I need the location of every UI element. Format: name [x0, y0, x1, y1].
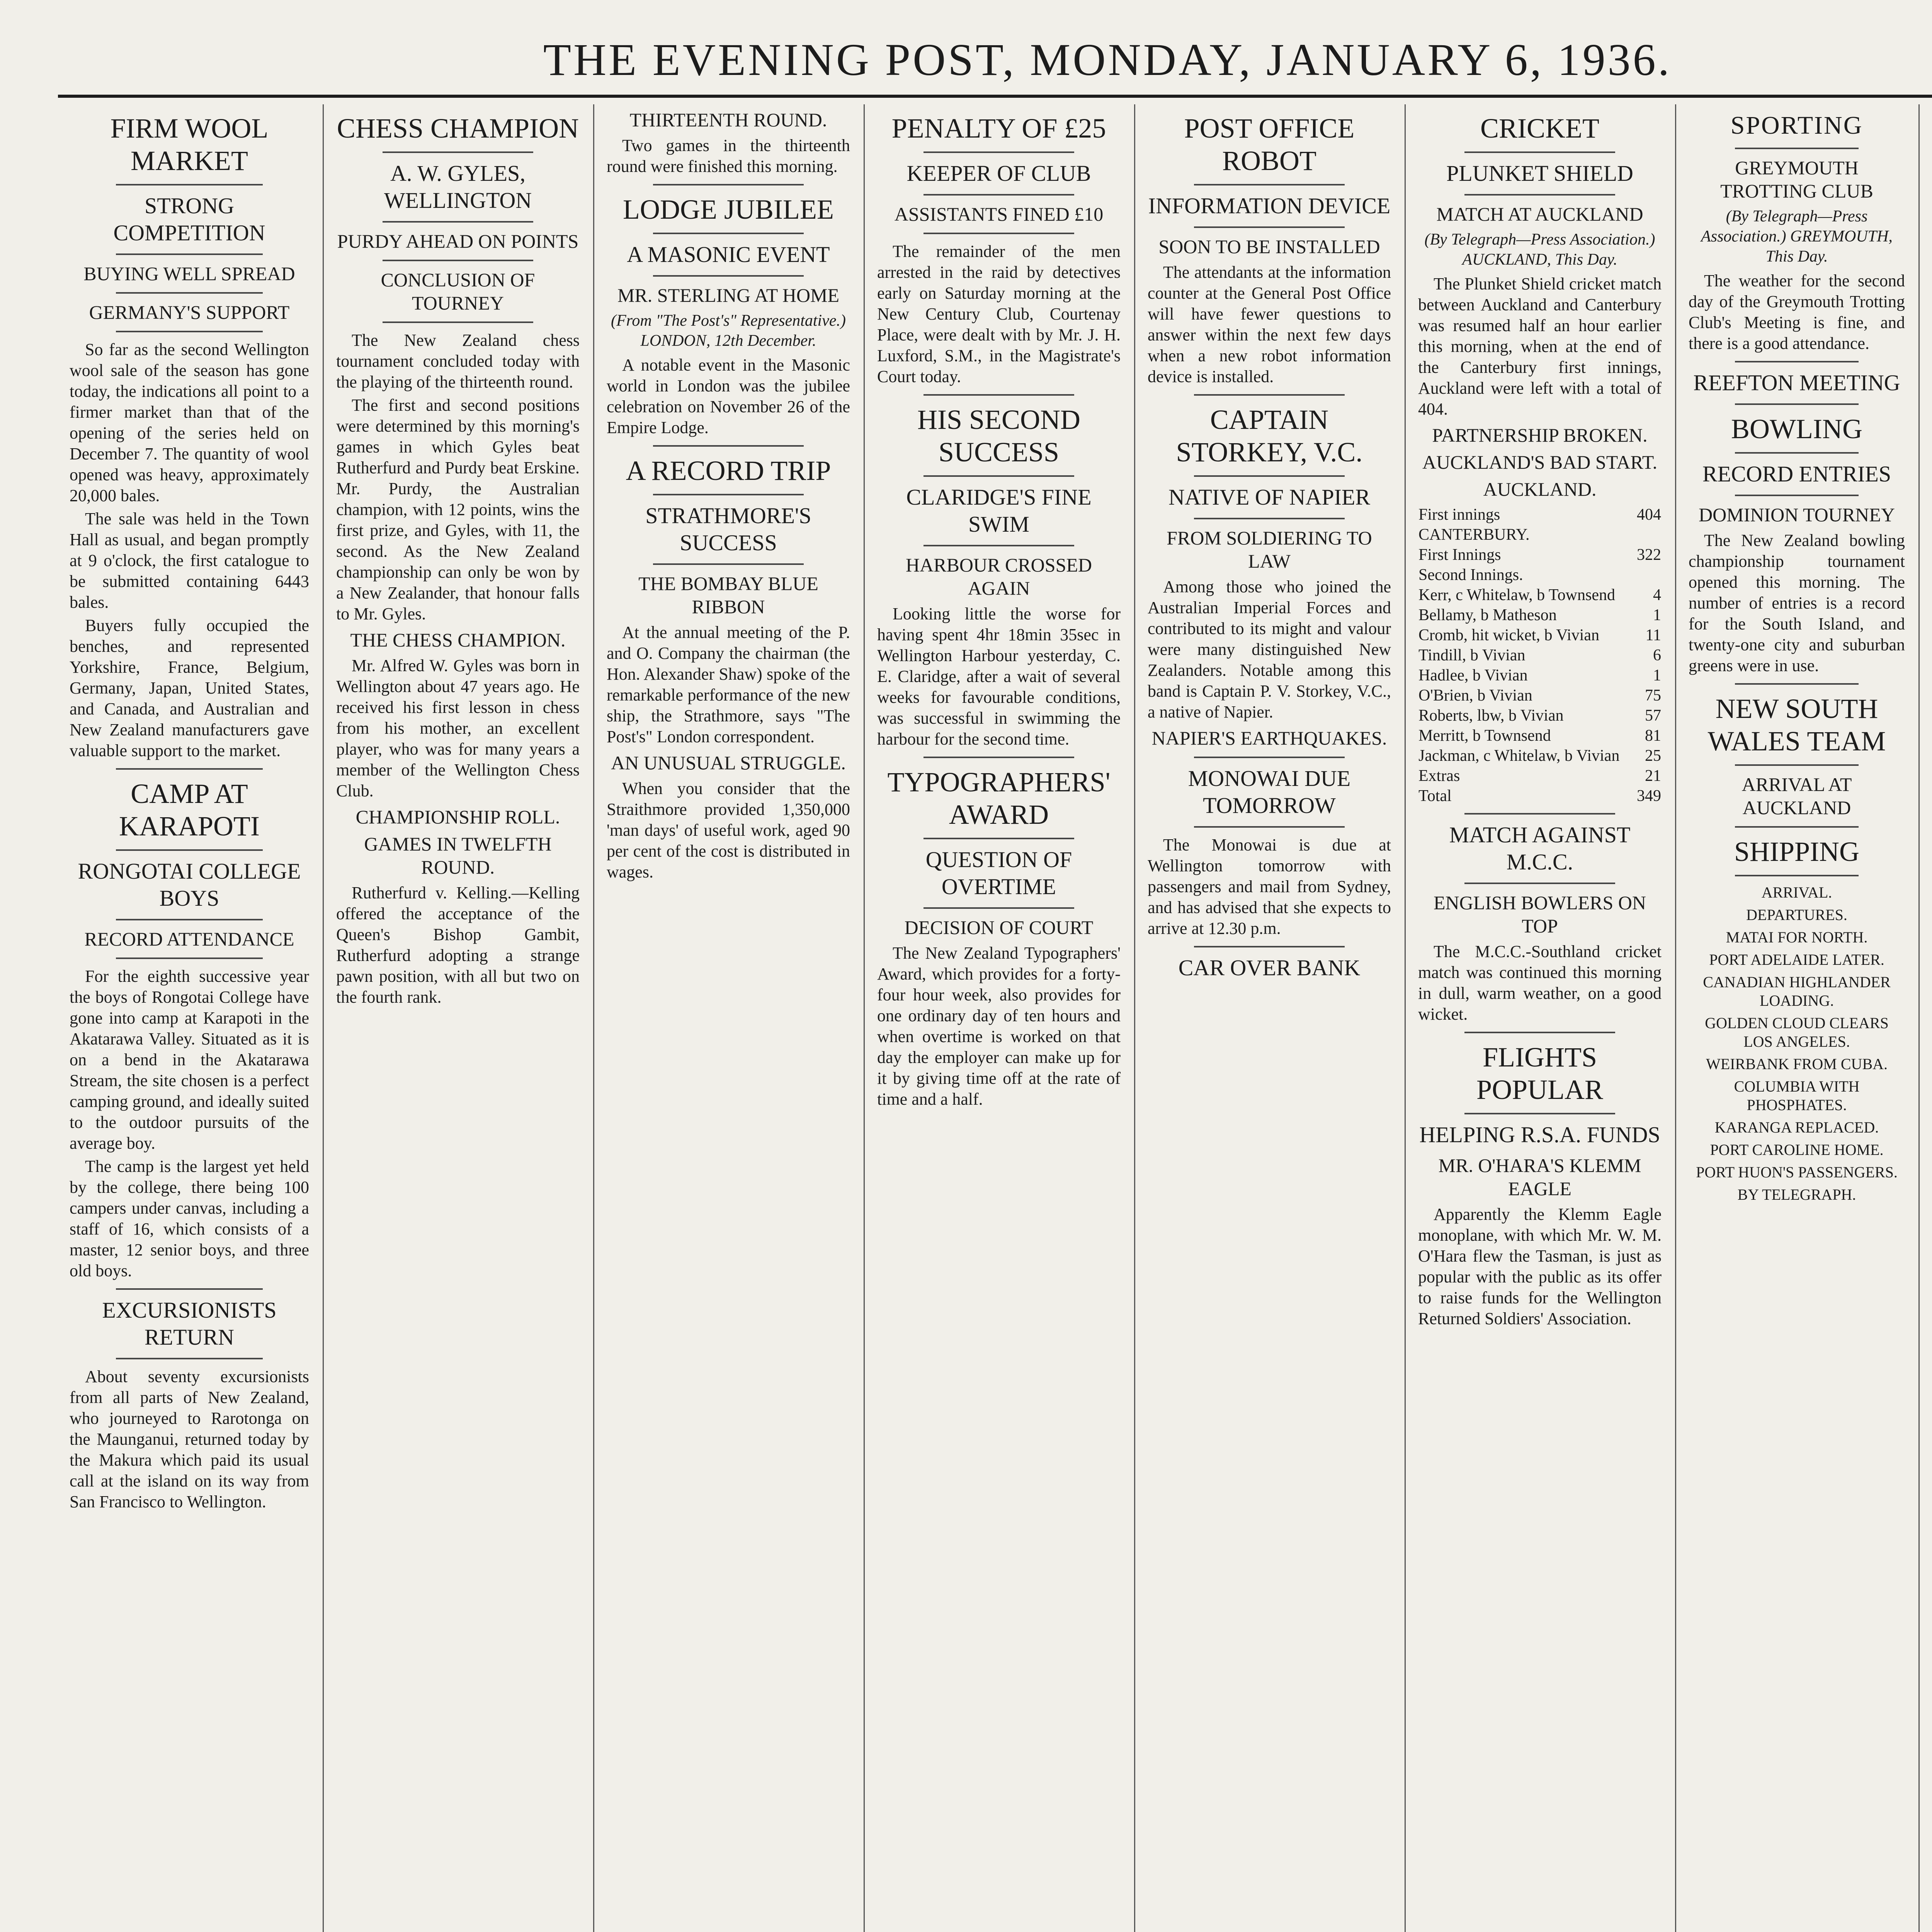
section-heading: CHAMPIONSHIP ROLL.	[355, 806, 560, 828]
subhead: NATIVE OF NAPIER	[1168, 485, 1370, 510]
divider	[383, 321, 533, 323]
divider	[653, 233, 804, 234]
shipping-heading: CANADIAN HIGHLANDER LOADING.	[1703, 973, 1891, 1009]
divider	[1194, 184, 1345, 185]
column-rule	[1918, 104, 1920, 1932]
score-label: Hadlee, b Vivian	[1418, 667, 1528, 684]
score-value: 404	[1637, 506, 1661, 524]
divider	[116, 184, 263, 185]
score-value: 349	[1637, 787, 1661, 805]
divider	[923, 757, 1074, 758]
table-row	[1418, 545, 1662, 565]
table-row	[1418, 605, 1662, 625]
headline-cricket: CRICKET	[1480, 113, 1599, 144]
score-label: Tindill, b Vivian	[1418, 646, 1526, 664]
subhead: RECORD ENTRIES	[1702, 461, 1891, 486]
score-value: 1	[1653, 606, 1661, 624]
divider	[1735, 403, 1859, 405]
deck: MR. O'HARA'S KLEMM EAGLE	[1438, 1155, 1641, 1199]
table-row	[1418, 706, 1662, 726]
divider	[1735, 875, 1859, 876]
headline-flights: FLIGHTS POPULAR	[1476, 1042, 1604, 1105]
shipping-heading: PORT CAROLINE HOME.	[1710, 1141, 1884, 1158]
divider	[383, 151, 533, 153]
subhead: PLUNKET SHIELD	[1446, 161, 1633, 186]
column-rule	[1405, 104, 1406, 1932]
table-row	[1418, 565, 1662, 585]
divider	[1735, 495, 1859, 496]
article-paragraph: Buyers fully occupied the benches, and represented Yorkshire, France, Belgium, Germany, Japan, United States, and Canada, and Australian and New Zealand manufacturers gave valuable support to the market.	[70, 616, 309, 760]
divider	[923, 151, 1074, 153]
article-paragraph: At the annual meeting of the P. and O. Company the chairman (the Hon. Alexander Shaw) spoke of the remarkable performance of the new ship, the Strathmore, says "The Post's" London correspondent.	[607, 623, 850, 746]
divider	[116, 253, 263, 255]
headline-nsw-team: NEW SOUTH WALES TEAM	[1708, 693, 1886, 757]
headline-shipping: SHIPPING	[1734, 836, 1860, 867]
column-rule	[1134, 104, 1135, 1932]
section-heading: AN UNUSUAL STRUGGLE.	[611, 752, 846, 774]
article-paragraph: Apparently the Klemm Eagle monoplane, with which Mr. W. M. O'Hara flew the Tasman, is just as popular with the public as its offer to raise funds for the Wellington Returned Soldiers' Association.	[1418, 1205, 1662, 1328]
section-heading: PARTNERSHIP BROKEN.	[1432, 424, 1648, 446]
article-paragraph: The Monowai is due at Wellington tomorrow with passengers and mail from Sydney, and has advised that she expects to arrive at 12.30 p.m.	[1148, 835, 1391, 938]
section-heading: THE CHESS CHAMPION.	[350, 629, 566, 651]
deck: HARBOUR CROSSED AGAIN	[905, 554, 1092, 599]
deck: DECISION OF COURT	[904, 917, 1094, 938]
subhead: QUESTION OF OVERTIME	[925, 847, 1072, 899]
score-label: Roberts, lbw, b Vivian	[1418, 707, 1564, 724]
score-value: 4	[1653, 586, 1661, 604]
deck: ASSISTANTS FINED £10	[894, 203, 1104, 225]
table-row	[1418, 525, 1662, 545]
score-value: 25	[1645, 747, 1661, 765]
column-chess	[325, 104, 591, 1932]
deck: ARRIVAL AT AUCKLAND	[1742, 774, 1852, 818]
masthead-title: THE EVENING POST, MONDAY, JANUARY 6, 1936.	[543, 34, 1672, 85]
article-paragraph: So far as the second Wellington wool sale of the season has gone today, the indications all point to a firmer market than that of the opening of the series held on December 7. The quantity of wool opened was heavy, approximately 20,000 bales.	[70, 340, 309, 505]
subhead: A MASONIC EVENT	[627, 242, 830, 267]
article-paragraph: A notable event in the Masonic world in London was the jubilee celebration on November 26 of the Empire Lodge.	[607, 355, 850, 437]
section-heading: NAPIER'S EARTHQUAKES.	[1151, 727, 1387, 749]
divider	[923, 194, 1074, 196]
divider	[116, 919, 263, 920]
score-label: O'Brien, b Vivian	[1418, 687, 1532, 704]
divider	[1194, 394, 1345, 396]
article-paragraph: Looking little the worse for having spent 4hr 18min 35sec in Wellington Harbour yesterday, C. E. Claridge, after a wait of several weeks for favourable conditions, was successful in swimming the harbour for the second time.	[877, 604, 1121, 748]
score-label: Cromb, hit wicket, b Vivian	[1418, 626, 1599, 644]
divider	[1735, 361, 1859, 362]
shipping-heading: MATAI FOR NORTH.	[1726, 929, 1868, 946]
divider	[1194, 757, 1345, 758]
divider	[1464, 194, 1615, 196]
masthead	[0, 27, 1932, 93]
score-value	[1634, 525, 1662, 545]
headline-bowling: BOWLING	[1731, 413, 1862, 444]
headline-record-trip: A RECORD TRIP	[626, 455, 831, 486]
divider	[116, 292, 263, 294]
column-rule	[864, 104, 865, 1932]
column-rule	[323, 104, 324, 1932]
section-heading: AUCKLAND.	[1483, 478, 1597, 500]
divider	[653, 445, 804, 447]
divider	[1194, 826, 1345, 828]
divider	[923, 475, 1074, 477]
score-label: Jackman, c Whitelaw, b Vivian	[1418, 747, 1620, 765]
section-heading: THIRTEENTH ROUND.	[629, 109, 827, 131]
headline-reefton: REEFTON MEETING	[1693, 370, 1900, 395]
byline: (By Telegraph—Press Association.) GREYMOUTH, This Day.	[1701, 207, 1893, 265]
deck: SOON TO BE INSTALLED	[1158, 236, 1380, 257]
deck: GERMANY'S SUPPORT	[89, 301, 290, 323]
deck: BUYING WELL SPREAD	[83, 263, 295, 284]
deck: ENGLISH BOWLERS ON TOP	[1434, 892, 1646, 937]
deck: MATCH AT AUCKLAND	[1436, 203, 1643, 225]
headline-chess: CHESS CHAMPION	[337, 113, 579, 144]
divider	[1464, 813, 1615, 815]
table-row	[1418, 665, 1662, 685]
divider	[1735, 764, 1859, 766]
score-label: Bellamy, b Matheson	[1418, 606, 1557, 624]
headline-sporting: SPORTING	[1730, 111, 1863, 139]
deck: CONCLUSION OF TOURNEY	[381, 269, 535, 314]
article-paragraph: The Plunket Shield cricket match between Auckland and Canterbury was resumed half an hour earlier this morning, when at the end of the Canterbury first innings, Auckland were left with a total of 404.	[1418, 274, 1662, 418]
divider	[1735, 826, 1859, 828]
deck: RECORD ATTENDANCE	[84, 928, 294, 950]
article-paragraph: The New Zealand chess tournament concluded today with the playing of the thirteenth round.	[336, 331, 580, 391]
shipping-heading: WEIRBANK FROM CUBA.	[1706, 1055, 1888, 1073]
divider	[116, 1358, 263, 1359]
column-sporting	[1677, 104, 1917, 1932]
headline-camp: CAMP AT KARAPOTI	[119, 778, 260, 842]
score-value: 21	[1645, 767, 1661, 785]
score-label: Extras	[1418, 767, 1460, 785]
score-value: 11	[1645, 626, 1661, 644]
article-paragraph: For the eighth successive year the boys of Rongotai College have gone into camp at Karapoti in the Akatarawa Valley. Situated as it is on a bend in the Akatarawa Stream, the site chosen is a perfect camping ground, and ideally suited to the outdoor pursuits of the average boy.	[70, 967, 309, 1153]
headline-car: CAR OVER BANK	[1178, 955, 1361, 980]
column-wool-market	[58, 104, 321, 1932]
divider	[1464, 1113, 1615, 1114]
divider	[1194, 226, 1345, 228]
subhead: HELPING R.S.A. FUNDS	[1419, 1122, 1660, 1147]
deck: THE BOMBAY BLUE RIBBON	[638, 573, 818, 617]
divider	[1464, 883, 1615, 884]
divider	[383, 260, 533, 261]
divider	[1464, 1032, 1615, 1033]
table-row	[1418, 645, 1662, 665]
column-penalty	[866, 104, 1132, 1932]
score-value: 6	[1653, 646, 1661, 664]
deck: MR. STERLING AT HOME	[617, 284, 840, 306]
subhead: RONGOTAI COLLEGE BOYS	[78, 859, 301, 911]
divider	[383, 221, 533, 223]
article-paragraph: The New Zealand bowling championship tournament opened this morning. The number of entries is a record for the South Island, and twenty-one city and suburban greens were in use.	[1689, 531, 1905, 675]
article-paragraph: The remainder of the men arrested in the raid by detectives early on Saturday morning at the New Century Club, Courtenay Place, were dealt with by Mr. J. H. Luxford, S.M., in the Magistrate's Court today.	[877, 242, 1121, 386]
deck: DOMINION TOURNEY	[1699, 504, 1895, 526]
shipping-heading: KARANGA REPLACED.	[1714, 1119, 1879, 1136]
headline-robot: POST OFFICE ROBOT	[1184, 113, 1355, 176]
column-rugby	[1920, 104, 1932, 1932]
shipping-heading: PORT HUON'S PASSENGERS.	[1696, 1163, 1898, 1181]
headline-typographers: TYPOGRAPHERS' AWARD	[887, 767, 1111, 830]
divider	[923, 545, 1074, 546]
divider	[116, 331, 263, 332]
divider	[1464, 151, 1615, 153]
headline-wool-market: FIRM WOOL MARKET	[110, 113, 269, 176]
score-label: Second Innings.	[1418, 566, 1523, 584]
divider	[1735, 683, 1859, 685]
divider	[653, 494, 804, 495]
article-paragraph: About seventy excursionists from all parts of New Zealand, who journeyed to Rarotonga on the Maunganui, returned today by the Makura which paid its usual call at the island on its way from San Francisco to Wellington.	[70, 1367, 309, 1511]
column-lodge	[595, 104, 862, 1932]
score-label: First innings	[1418, 506, 1500, 524]
divider	[116, 957, 263, 959]
article-paragraph: Two games in the thirteenth round were finished this morning.	[607, 136, 850, 176]
subhead: CLARIDGE'S FINE SWIM	[906, 485, 1092, 537]
article-paragraph: The camp is the largest yet held by the college, there being 100 campers under canvas, including a staff of 16, which consists of a master, 12 senior boys, and three old boys.	[70, 1157, 309, 1280]
divider	[923, 394, 1074, 396]
table-row	[1418, 726, 1662, 746]
headline-excursionists: EXCURSIONISTS RETURN	[102, 1298, 277, 1350]
subhead: A. W. GYLES, WELLINGTON	[384, 161, 532, 213]
shipping-heading: BY TELEGRAPH.	[1737, 1186, 1856, 1203]
score-label: Total	[1418, 787, 1452, 805]
table-row	[1418, 786, 1662, 806]
divider	[1735, 148, 1859, 149]
subhead: KEEPER OF CLUB	[906, 161, 1091, 186]
shipping-heading: PORT ADELAIDE LATER.	[1709, 951, 1884, 968]
article-paragraph: The New Zealand Typographers' Award, which provides for a forty-four hour week, also provides for one ordinary day of ten hours and when overtime is worked on that day the employer can make up for it by giving time off at the rate of time and a half.	[877, 944, 1121, 1109]
headline-lodge: LODGE JUBILEE	[623, 194, 834, 225]
table-row	[1418, 685, 1662, 706]
article-paragraph: Mr. Alfred W. Gyles was born in Wellington about 47 years ago. He received his first lesson in chess from his mother, an excellent player, who was for many years a member of the Wellington Chess Club.	[336, 656, 580, 800]
shipping-heading: DEPARTURES.	[1746, 906, 1847, 923]
table-row	[1418, 505, 1662, 525]
section-heading: GAMES IN TWELFTH ROUND.	[364, 833, 552, 878]
column-cricket	[1406, 104, 1673, 1932]
divider	[653, 184, 804, 185]
divider	[1194, 946, 1345, 947]
shipping-heading: COLUMBIA WITH PHOSPHATES.	[1734, 1078, 1860, 1114]
table-row	[1418, 766, 1662, 786]
headline-second-success: HIS SECOND SUCCESS	[917, 404, 1081, 468]
deck: GREYMOUTH TROTTING CLUB	[1720, 157, 1873, 202]
article-paragraph: The sale was held in the Town Hall as usual, and began promptly at 9 o'clock, the first catalogue to be submitted containing 6443 bales.	[70, 509, 309, 612]
divider	[116, 849, 263, 851]
section-heading: AUCKLAND'S BAD START.	[1422, 451, 1658, 473]
divider	[1194, 518, 1345, 519]
shipping-heading: GOLDEN CLOUD CLEARS LOS ANGELES.	[1705, 1014, 1889, 1050]
table-row	[1418, 746, 1662, 766]
headline-monowai: MONOWAI DUE TOMORROW	[1188, 766, 1351, 818]
score-label: First Innings	[1418, 546, 1501, 564]
divider	[116, 768, 263, 770]
subhead: STRATHMORE'S SUCCESS	[645, 503, 811, 555]
article-paragraph: When you consider that the Straithmore provided 1,350,000 'man days' of useful work, aged 90 per cent of the cost is distributed in wages.	[607, 779, 850, 881]
scorecard-table	[1418, 505, 1662, 806]
shipping-heading: ARRIVAL.	[1761, 884, 1832, 901]
divider	[923, 233, 1074, 234]
byline: (By Telegraph—Press Association.) AUCKLAND, This Day.	[1424, 231, 1655, 269]
table-row	[1418, 585, 1662, 605]
score-value	[1634, 565, 1662, 585]
article-paragraph: The attendants at the information counter at the General Post Office will have fewer questions to answer within the next few days when a new robot information device is installed.	[1148, 263, 1391, 386]
score-value: 322	[1637, 546, 1661, 564]
divider	[116, 1288, 263, 1290]
score-value: 81	[1645, 727, 1661, 745]
divider	[1194, 475, 1345, 477]
score-value: 75	[1645, 687, 1661, 704]
article-paragraph: The first and second positions were determined by this morning's games in which Gyles beat Rutherfurd and Purdy beat Erskine. Mr. Purdy, the Australian champion, with 12 points, wins the first prize, and Gyles, with 11, the second. As the New Zealand championship can only be won by a New Zealander, that honour falls to Mr. Gyles.	[336, 396, 580, 623]
divider	[923, 838, 1074, 839]
score-label: CANTERBURY.	[1418, 526, 1530, 544]
article-paragraph: The weather for the second day of the Greymouth Trotting Club's Meeting is fine, and there is a good attendance.	[1689, 271, 1905, 353]
divider	[653, 563, 804, 565]
divider	[1735, 452, 1859, 454]
score-value: 57	[1645, 707, 1661, 724]
article-paragraph: Among those who joined the Australian Imperial Forces and contributed to its might and valour were many distinguished New Zealanders. Notable among this band is Captain P. V. Storkey, V.C., a native of Napier.	[1148, 577, 1391, 721]
score-label: Merritt, b Townsend	[1418, 727, 1551, 745]
subhead: INFORMATION DEVICE	[1148, 193, 1391, 218]
headline-storkey: CAPTAIN STORKEY, V.C.	[1176, 404, 1363, 468]
deck: PURDY AHEAD ON POINTS	[337, 230, 579, 252]
divider	[653, 275, 804, 277]
column-post-office	[1136, 104, 1403, 1932]
article-paragraph: Rutherfurd v. Kelling.—Kelling offered the acceptance of the Queen's Bishop Gambit, Rutherfurd adopting a strange pawn position, with all but two on the fourth rank.	[336, 883, 580, 1007]
headline-mcc: MATCH AGAINST M.C.C.	[1449, 822, 1631, 874]
divider	[923, 907, 1074, 909]
table-row	[1418, 625, 1662, 645]
byline: (From "The Post's" Representative.) LONDON, 12th December.	[611, 312, 846, 350]
article-paragraph: The M.C.C.-Southland cricket match was continued this morning in dull, warm weather, on a good wicket.	[1418, 942, 1662, 1024]
deck: FROM SOLDIERING TO LAW	[1167, 527, 1372, 572]
subhead: STRONG COMPETITION	[113, 193, 265, 245]
score-value: 1	[1653, 667, 1661, 684]
score-label: Kerr, c Whitelaw, b Townsend	[1418, 586, 1615, 604]
masthead-rule	[58, 95, 1932, 98]
column-rule	[593, 104, 594, 1932]
headline-penalty: PENALTY OF £25	[891, 113, 1106, 144]
column-rule	[1675, 104, 1676, 1932]
